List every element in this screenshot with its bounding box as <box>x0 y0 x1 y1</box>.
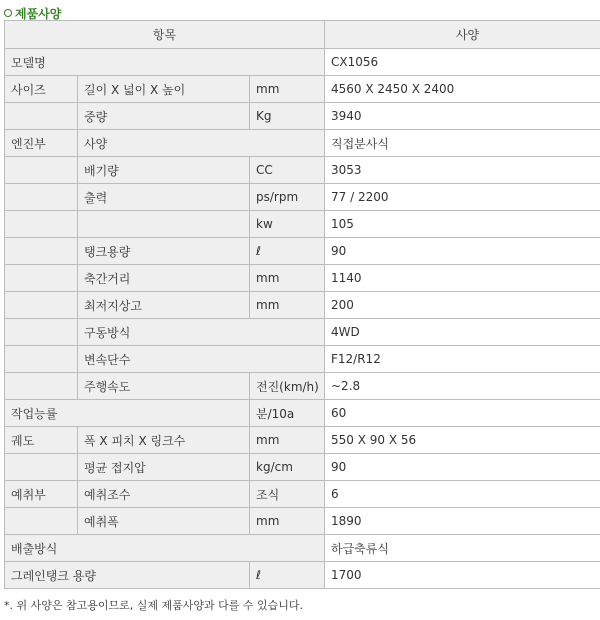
row-unit: mm <box>250 508 325 535</box>
table-row <box>5 535 600 562</box>
table-row <box>5 400 600 427</box>
circle-bullet-icon <box>4 9 12 17</box>
table-row <box>5 157 600 184</box>
group-label-empty <box>5 373 78 400</box>
row-value: ~2.8 <box>325 373 600 400</box>
group-label-empty <box>5 319 78 346</box>
row-label: 예취조수 <box>78 481 250 508</box>
row-value: 4560 X 2450 X 2400 <box>325 76 600 103</box>
row-value: F12/R12 <box>325 346 600 373</box>
table-row <box>5 265 600 292</box>
table-row <box>5 319 600 346</box>
row-label: 배출방식 <box>5 535 325 562</box>
row-label: 중량 <box>78 103 250 130</box>
table-row <box>5 49 600 76</box>
header-item: 항목 <box>5 21 325 49</box>
table-row <box>5 481 600 508</box>
row-value: 3053 <box>325 157 600 184</box>
row-label: 예취폭 <box>78 508 250 535</box>
row-label: 그레인탱크 용량 <box>5 562 250 589</box>
table-row <box>5 292 600 319</box>
group-label: 사이즈 <box>5 76 78 103</box>
group-label-empty <box>5 211 78 238</box>
table-row <box>5 184 600 211</box>
row-label: 모델명 <box>5 49 325 76</box>
row-label: 탱크용량 <box>78 238 250 265</box>
table-row <box>5 130 600 157</box>
group-label: 궤도 <box>5 427 78 454</box>
table-row <box>5 508 600 535</box>
row-value: 1140 <box>325 265 600 292</box>
row-value: 4WD <box>325 319 600 346</box>
footnote: *. 위 사양은 참고용이므로, 실제 제품사양과 다를 수 있습니다. <box>4 599 303 612</box>
row-value: CX1056 <box>325 49 600 76</box>
row-value: 3940 <box>325 103 600 130</box>
row-unit: 전진(km/h) <box>250 373 325 400</box>
group-label: 예취부 <box>5 481 78 508</box>
row-label-empty <box>78 211 250 238</box>
row-label: 길이 X 넓이 X 높이 <box>78 76 250 103</box>
row-label: 최저지상고 <box>78 292 250 319</box>
row-value: 550 X 90 X 56 <box>325 427 600 454</box>
group-label-empty <box>5 292 78 319</box>
row-unit: CC <box>250 157 325 184</box>
row-value: 1700 <box>325 562 600 589</box>
row-value: 직접분사식 <box>325 130 600 157</box>
row-unit: mm <box>250 427 325 454</box>
row-label: 주행속도 <box>78 373 250 400</box>
row-label: 구동방식 <box>78 319 325 346</box>
group-label-empty <box>5 265 78 292</box>
group-label-empty <box>5 157 78 184</box>
row-unit: Kg <box>250 103 325 130</box>
row-label: 작업능률 <box>5 400 250 427</box>
row-value: 하급축류식 <box>325 535 600 562</box>
row-unit: ps/rpm <box>250 184 325 211</box>
table-row <box>5 238 600 265</box>
row-label: 폭 X 피치 X 링크수 <box>78 427 250 454</box>
row-unit: 조식 <box>250 481 325 508</box>
row-unit: mm <box>250 292 325 319</box>
header-spec: 사양 <box>325 21 600 49</box>
row-value: 77 / 2200 <box>325 184 600 211</box>
row-value: 1890 <box>325 508 600 535</box>
section-title-text: 제품사양 <box>15 6 62 21</box>
row-unit: kg/cm <box>250 454 325 481</box>
row-label: 평균 접지압 <box>78 454 250 481</box>
spec-table <box>4 20 600 589</box>
row-unit: mm <box>250 76 325 103</box>
row-value: 6 <box>325 481 600 508</box>
table-row <box>5 211 600 238</box>
row-label: 출력 <box>78 184 250 211</box>
table-row <box>5 562 600 589</box>
table-row <box>5 76 600 103</box>
table-row <box>5 454 600 481</box>
group-label-empty <box>5 103 78 130</box>
row-unit: kw <box>250 211 325 238</box>
group-label-empty <box>5 508 78 535</box>
group-label-empty <box>5 184 78 211</box>
group-label-empty <box>5 454 78 481</box>
row-value: 200 <box>325 292 600 319</box>
group-label: 엔진부 <box>5 130 78 157</box>
table-row <box>5 373 600 400</box>
group-label-empty <box>5 346 78 373</box>
row-value: 60 <box>325 400 600 427</box>
row-value: 90 <box>325 238 600 265</box>
row-value: 105 <box>325 211 600 238</box>
group-label-empty <box>5 238 78 265</box>
row-unit: 분/10a <box>250 400 325 427</box>
row-unit: ℓ <box>250 562 325 589</box>
table-row <box>5 427 600 454</box>
row-label: 축간거리 <box>78 265 250 292</box>
row-value: 90 <box>325 454 600 481</box>
row-unit: ℓ <box>250 238 325 265</box>
row-label: 사양 <box>78 130 325 157</box>
row-label: 배기량 <box>78 157 250 184</box>
table-header-row <box>5 21 600 49</box>
table-row <box>5 346 600 373</box>
row-unit: mm <box>250 265 325 292</box>
row-label: 변속단수 <box>78 346 325 373</box>
table-row <box>5 103 600 130</box>
